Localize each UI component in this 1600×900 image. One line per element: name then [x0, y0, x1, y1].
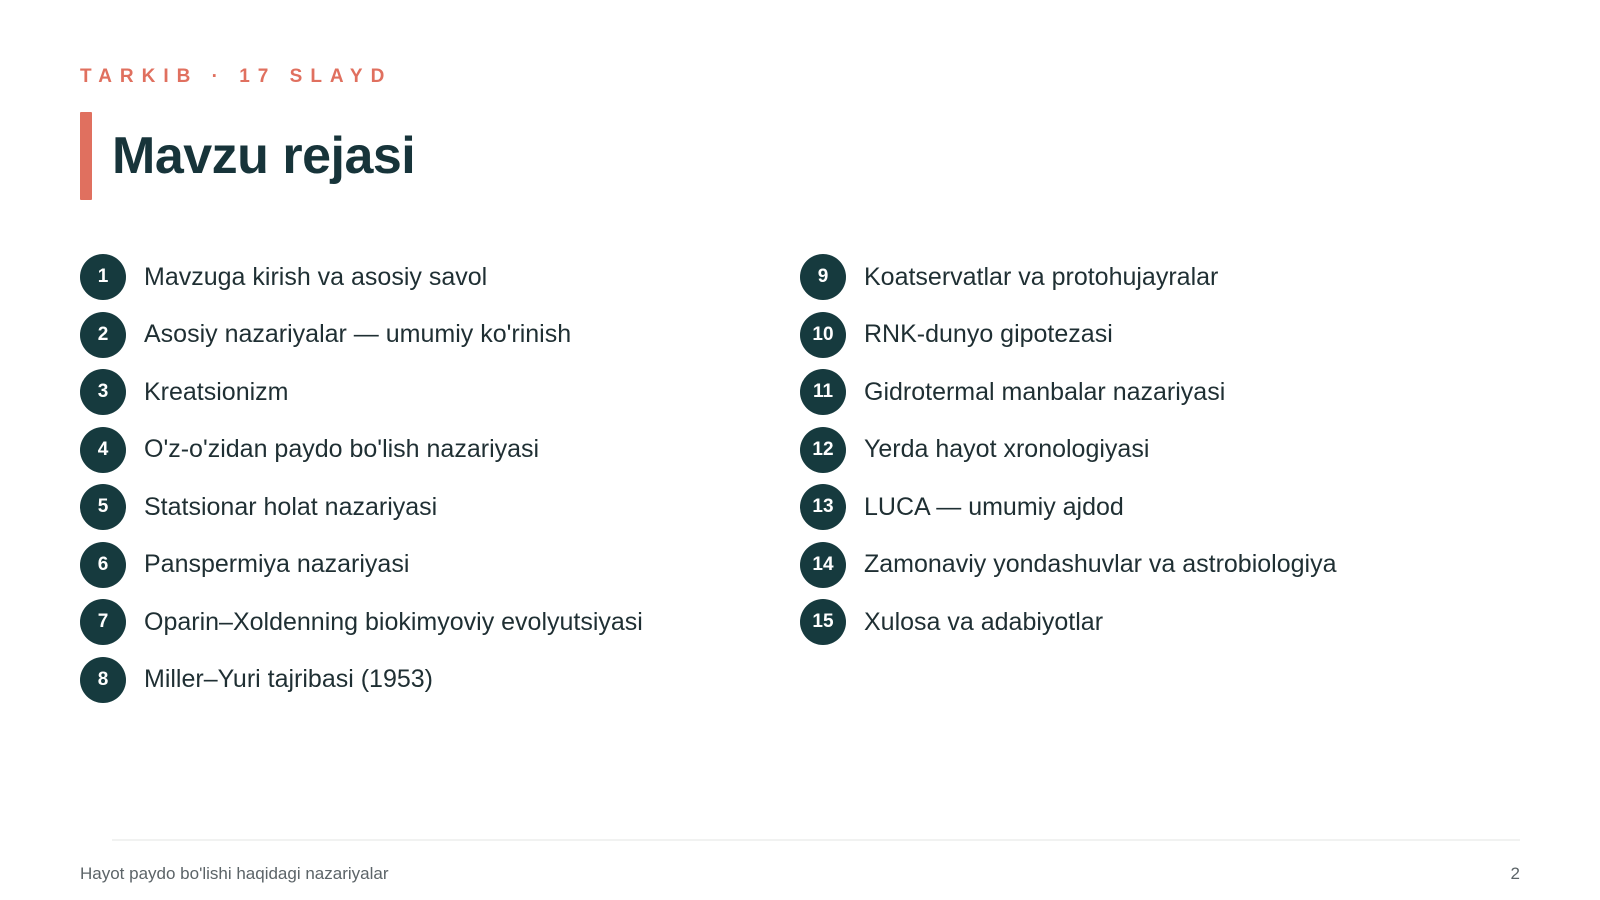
footer-divider: [112, 839, 1520, 841]
agenda-item-label: Zamonaviy yondashuvlar va astrobiologiya: [864, 550, 1337, 578]
agenda-number-badge: 5: [80, 484, 126, 530]
agenda-item-label: LUCA — umumiy ajdod: [864, 492, 1124, 521]
agenda-number-badge: 14: [800, 542, 846, 588]
agenda-item-label: Oparin–Xoldenning biokimyoviy evolyutsiyasi: [144, 607, 643, 636]
agenda-item-label: Kreatsionizm: [144, 377, 289, 406]
agenda-item-label: Miller–Yuri tajribasi (1953): [144, 665, 434, 693]
agenda-item: [800, 542, 1336, 588]
agenda-item: [80, 599, 643, 645]
agenda-number-badge: 15: [800, 599, 846, 645]
agenda-number-badge: 1: [80, 254, 126, 300]
agenda-item-label: O'z-o'zidan paydo bo'lish nazariyasi: [144, 435, 540, 463]
agenda-number-badge: 7: [80, 599, 126, 645]
agenda-item-label: Panspermiya nazariyasi: [144, 550, 410, 578]
agenda-item: [80, 484, 643, 530]
agenda-item-label: Statsionar holat nazariyasi: [144, 492, 438, 521]
title-accent-bar: [80, 112, 92, 200]
agenda-item: [80, 657, 643, 703]
agenda-number-badge: 12: [800, 427, 846, 473]
agenda-item: [80, 369, 643, 415]
page-number: 2: [1510, 864, 1520, 883]
agenda-item: [80, 427, 643, 473]
agenda-item-label: Koatservatlar va protohujayralar: [864, 262, 1219, 291]
agenda-item-label: RNK-dunyo gipotezasi: [864, 320, 1113, 348]
agenda-item-label: Xulosa va adabiyotlar: [864, 607, 1104, 636]
agenda-item: [800, 254, 1336, 300]
page-title: Mavzu rejasi: [112, 127, 416, 185]
agenda-number-badge: 2: [80, 312, 126, 358]
agenda-item: [80, 312, 643, 358]
agenda-number-badge: 11: [800, 369, 846, 415]
eyebrow-label: TARKIB · 17 SLAYD: [80, 66, 393, 87]
agenda-number-badge: 4: [80, 427, 126, 473]
agenda-item: [800, 369, 1336, 415]
agenda-item: [80, 542, 643, 588]
agenda-item-label: Mavzuga kirish va asosiy savol: [144, 262, 488, 291]
agenda-item: [800, 484, 1336, 530]
agenda-item-label: Asosiy nazariyalar — umumiy ko'rinish: [144, 320, 572, 348]
agenda-item-label: Yerda hayot xronologiyasi: [864, 435, 1150, 463]
title-block: [80, 112, 415, 200]
agenda-column-right: [800, 254, 1336, 657]
agenda-number-badge: 8: [80, 657, 126, 703]
agenda-number-badge: 3: [80, 369, 126, 415]
agenda-number-badge: 10: [800, 312, 846, 358]
agenda-item: [800, 312, 1336, 358]
agenda-item: [80, 254, 643, 300]
agenda-number-badge: 6: [80, 542, 126, 588]
footer-title: Hayot paydo bo'lishi haqidagi nazariyalar: [80, 864, 389, 883]
agenda-number-badge: 9: [800, 254, 846, 300]
agenda-item: [800, 599, 1336, 645]
agenda-item: [800, 427, 1336, 473]
agenda-column-left: [80, 254, 643, 714]
agenda-number-badge: 13: [800, 484, 846, 530]
agenda-item-label: Gidrotermal manbalar nazariyasi: [864, 377, 1226, 406]
